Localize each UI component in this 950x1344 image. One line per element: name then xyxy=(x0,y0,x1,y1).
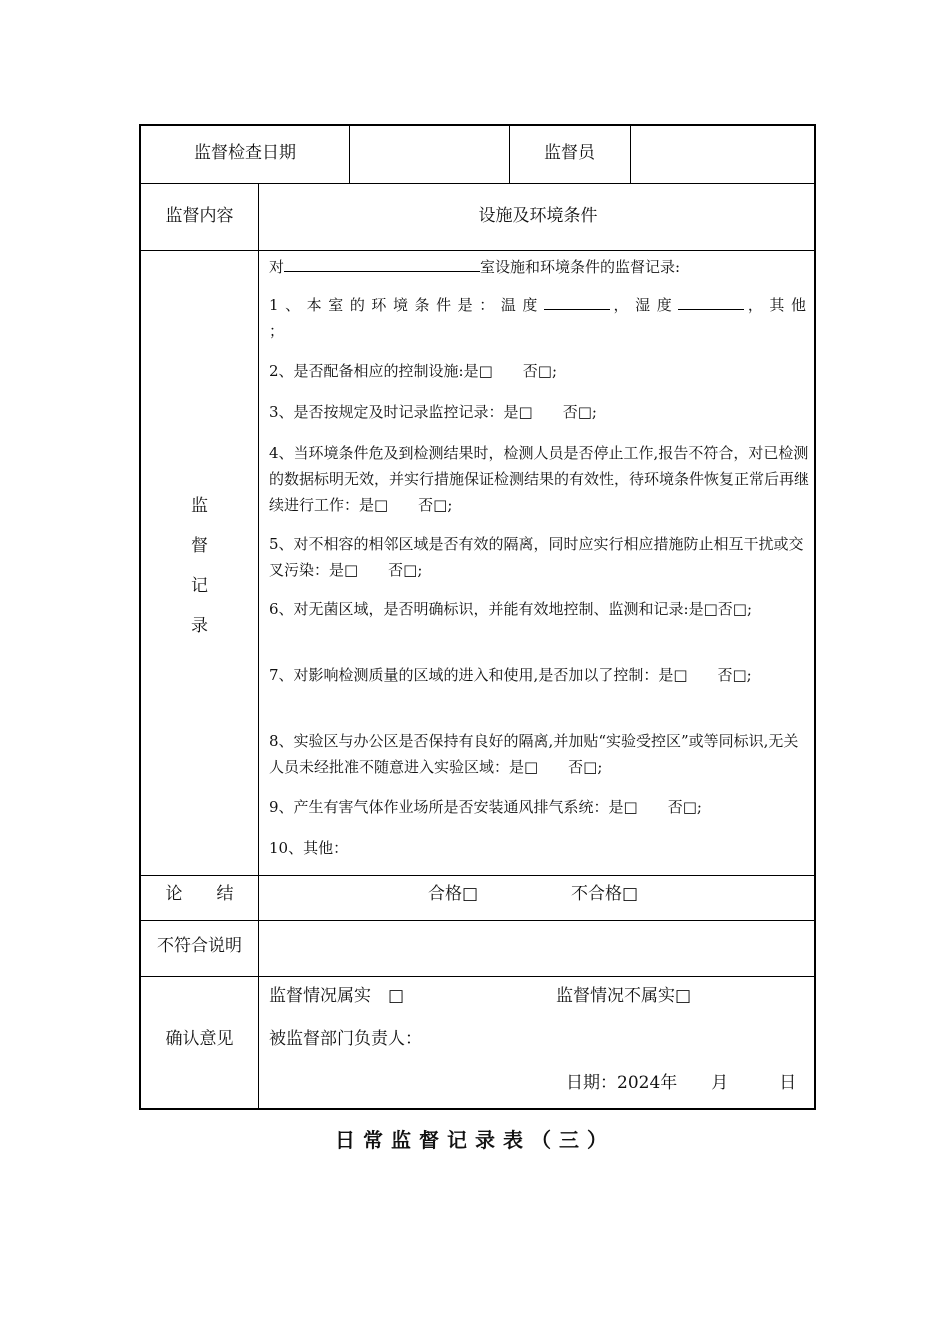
record-item-7: 7、对影响检测质量的区域的进入和使用,是否加以了控制：是□ 否□; xyxy=(269,666,752,684)
record-intro xyxy=(269,254,809,280)
supervisor-label: 监督员 xyxy=(544,143,595,163)
page-title: 日常监督记录表（三） xyxy=(335,1128,615,1152)
column-divider xyxy=(349,126,350,183)
item-1-humidity-text: ，湿度 xyxy=(609,296,679,314)
record-side-label xyxy=(141,486,258,646)
date-field[interactable] xyxy=(351,130,507,180)
pass-checkbox[interactable]: 合格□ xyxy=(428,884,479,904)
record-item-8: 8、实验区与办公区是否保持有良好的隔离,并加贴“实验受控区”或等同标识,无关人员未经批准不随意进入实验区域：是□ 否□; xyxy=(269,732,799,776)
false-checkbox[interactable]: 监督情况不属实□ xyxy=(556,986,692,1006)
lab-name-blank[interactable] xyxy=(284,257,480,272)
intro-suffix: 室设施和环境条件的监督记录: xyxy=(480,258,681,276)
column-divider xyxy=(258,183,259,1110)
column-divider xyxy=(630,126,631,183)
supervision-record-table xyxy=(139,124,816,1110)
record-item-9: 9、产生有害气体作业场所是否安装通风排气系统：是□ 否□; xyxy=(269,798,702,816)
record-item-4: 4、当环境条件危及到检测结果时，检测人员是否停止工作,报告不符合，对已检测的数据标明无效，并实行措施保证检测结果的有效性，待环境条件恢复正常后再继续进行工作：是□ 否□; xyxy=(269,444,810,514)
row-divider xyxy=(141,250,814,251)
confirmation-label: 确认意见 xyxy=(165,1029,234,1049)
conclusion-label: 论 结 xyxy=(165,884,234,904)
record-side-char: 录 xyxy=(191,616,208,636)
record-item-6: 6、对无菌区域，是否明确标识，并能有效地控制、监测和记录:是□否□; xyxy=(269,600,752,618)
row-divider xyxy=(141,920,814,921)
record-side-char: 监 xyxy=(191,496,208,516)
humidity-blank[interactable] xyxy=(678,295,744,310)
temperature-blank[interactable] xyxy=(544,295,610,310)
content-value: 设施及环境条件 xyxy=(478,206,598,226)
item-1-other-text: ，其他 xyxy=(744,296,809,314)
supervisor-field[interactable] xyxy=(632,130,814,180)
row-divider xyxy=(141,183,814,184)
record-item-3: 3、是否按规定及时记录监控记录：是□ 否□; xyxy=(269,403,597,421)
record-item-5: 5、对不相容的相邻区域是否有效的隔离，同时应实行相应措施防止相互干扰或交叉污染：是□ 否□; xyxy=(269,535,804,579)
record-item-1-line xyxy=(269,292,809,318)
row-divider xyxy=(141,976,814,977)
content-label: 监督内容 xyxy=(165,206,234,226)
record-side-char: 督 xyxy=(191,536,208,556)
true-checkbox[interactable]: 监督情况属实 □ xyxy=(269,986,405,1006)
date-label: 监督检查日期 xyxy=(194,143,296,163)
record-item-2: 2、是否配备相应的控制设施:是□ 否□; xyxy=(269,362,557,380)
responsible-label: 被监督部门负责人： xyxy=(269,1029,422,1049)
fail-checkbox[interactable]: 不合格□ xyxy=(571,884,639,904)
record-item-1 xyxy=(269,292,809,344)
nonconformity-label: 不符合说明 xyxy=(157,936,242,956)
item-1-end: ； xyxy=(269,322,285,340)
record-side-char: 记 xyxy=(191,576,208,596)
nonconformity-field[interactable] xyxy=(261,923,814,973)
confirmation-date: 日期：2024年 月 日 xyxy=(566,1073,797,1093)
record-item-10: 10、其他： xyxy=(269,839,349,857)
row-divider xyxy=(141,875,814,876)
item-1-temperature-text: 1、本室的环境条件是：温度 xyxy=(269,296,544,314)
intro-prefix: 对 xyxy=(269,258,285,276)
